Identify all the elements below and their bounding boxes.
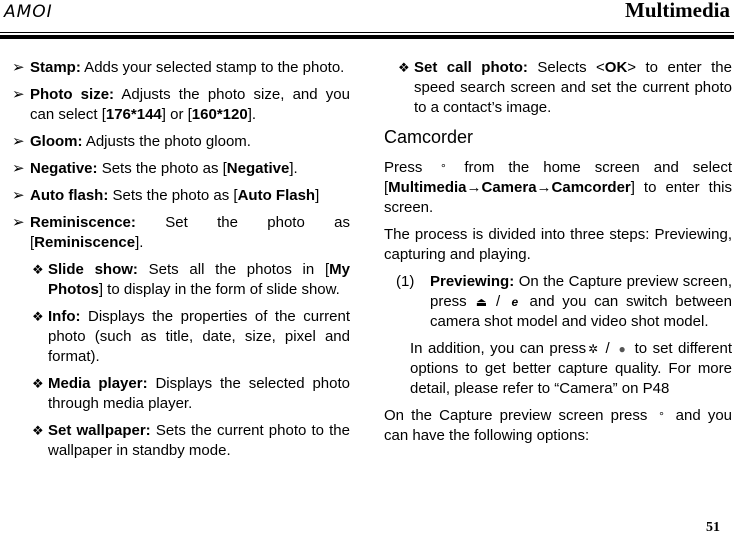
label: Stamp: <box>30 59 81 76</box>
step-previewing <box>396 272 732 332</box>
option: 176*144 <box>105 106 162 123</box>
text: Adds your selected stamp to the photo. <box>80 59 345 76</box>
camera-key-icon: ⏏ <box>475 295 488 309</box>
arrow-bullet-icon: ➢ <box>12 133 25 150</box>
press-paragraph <box>384 158 732 218</box>
text: ] to enter this screen. <box>384 179 732 216</box>
text: Press <box>384 159 437 176</box>
item-set-wallpaper <box>32 421 350 461</box>
page-title: Multimedia <box>625 0 730 22</box>
diamond-bullet-icon: ❖ <box>32 262 44 277</box>
text: and you can have the following options: <box>384 407 733 444</box>
item-media-player <box>32 374 350 414</box>
label: Negative: <box>30 160 98 177</box>
label: Previewing: <box>430 273 515 290</box>
step-number: (1) <box>396 273 415 290</box>
item-slide-show <box>32 260 350 300</box>
text: Sets the photo as [ <box>108 187 238 204</box>
label: Slide show: <box>48 261 138 278</box>
video-key-icon: e <box>511 295 519 309</box>
option: Negative <box>226 160 290 177</box>
header-rule <box>0 32 734 33</box>
item-auto-flash <box>12 186 350 206</box>
option: Auto Flash <box>237 187 316 204</box>
text: Sets all the photos in [ <box>137 261 330 278</box>
ok-key-icon: ° <box>659 409 664 423</box>
key: OK <box>604 59 628 76</box>
addition-paragraph <box>410 339 732 399</box>
text: and you can switch between camera shot model and video shot model. <box>430 293 732 330</box>
section-heading: Camcorder <box>384 127 474 147</box>
header-rule-thick <box>0 35 734 39</box>
text: Displays the properties of the current photo (such as title, date, size, pixel and format). <box>48 308 350 365</box>
capture-paragraph <box>384 406 732 446</box>
option: My Photos <box>48 261 350 298</box>
label: Reminiscence: <box>30 214 136 231</box>
text: On the Capture preview screen press <box>384 407 655 424</box>
diamond-bullet-icon: ❖ <box>32 309 44 324</box>
label: Info: <box>48 308 81 325</box>
label: Set wallpaper: <box>48 422 151 439</box>
arrow-bullet-icon: ➢ <box>12 59 25 76</box>
label: Gloom: <box>30 133 83 150</box>
item-stamp <box>12 58 350 78</box>
text: Set the photo as [ <box>30 214 350 251</box>
text: In addition, you can press <box>410 340 587 357</box>
text: ]. <box>289 160 298 177</box>
page-number: 51 <box>706 520 720 535</box>
ok-key-icon: ° <box>440 161 446 175</box>
text: ] <box>315 187 320 204</box>
separator: / <box>600 340 616 357</box>
text: Selects < <box>527 59 605 76</box>
arrow-bullet-icon: ➢ <box>12 187 25 204</box>
diamond-bullet-icon: ❖ <box>398 60 410 75</box>
label: Photo size: <box>30 86 115 103</box>
label: Set call photo: <box>414 59 528 76</box>
text: ] or [ <box>161 106 192 123</box>
settings-key-icon: ✲ <box>588 342 599 356</box>
amoi-logo: AMOI <box>4 2 53 22</box>
text: Displays the selected photo through media player. <box>48 375 350 412</box>
item-reminiscence <box>12 213 350 253</box>
text: Adjusts the photo size, and you can select [ <box>30 86 350 123</box>
text: On the Capture preview screen, press <box>430 273 732 310</box>
diamond-bullet-icon: ❖ <box>32 423 44 438</box>
label: Media player: <box>48 375 148 392</box>
diamond-bullet-icon: ❖ <box>32 376 44 391</box>
label: Auto flash: <box>30 187 109 204</box>
text: ]. <box>247 106 257 123</box>
effects-key-icon: ● <box>618 342 626 356</box>
item-negative <box>12 159 350 179</box>
text: ] to display in the form of slide show. <box>98 281 340 298</box>
text: from the home screen and select [ <box>384 159 732 196</box>
text: Adjusts the photo gloom. <box>82 133 251 150</box>
text: to set different options to get better capture quality. For more detail, please refer to “Camera” on P48 <box>410 340 732 397</box>
option: Reminiscence <box>34 234 136 251</box>
text: > to enter the speed search screen and set the current photo to a contact’s image. <box>414 59 732 116</box>
arrow-bullet-icon: ➢ <box>12 160 25 177</box>
arrow-bullet-icon: ➢ <box>12 214 25 231</box>
item-photo-size <box>12 85 350 125</box>
item-gloom <box>12 132 350 152</box>
right-column <box>384 58 732 453</box>
text: Sets the current photo to the wallpaper in standby mode. <box>48 422 350 459</box>
item-info <box>32 307 350 367</box>
text: Sets the photo as [ <box>97 160 227 177</box>
left-column <box>12 58 350 468</box>
item-set-call-photo <box>398 58 732 118</box>
option: 160*120 <box>191 106 248 123</box>
process-paragraph: The process is divided into three steps: Previewing, capturing and playing. <box>384 226 732 263</box>
arrow-bullet-icon: ➢ <box>12 86 25 103</box>
text: ]. <box>135 234 144 251</box>
menu-path: Multimedia→Camera→Camcorder <box>388 179 631 196</box>
separator: / <box>488 293 508 310</box>
